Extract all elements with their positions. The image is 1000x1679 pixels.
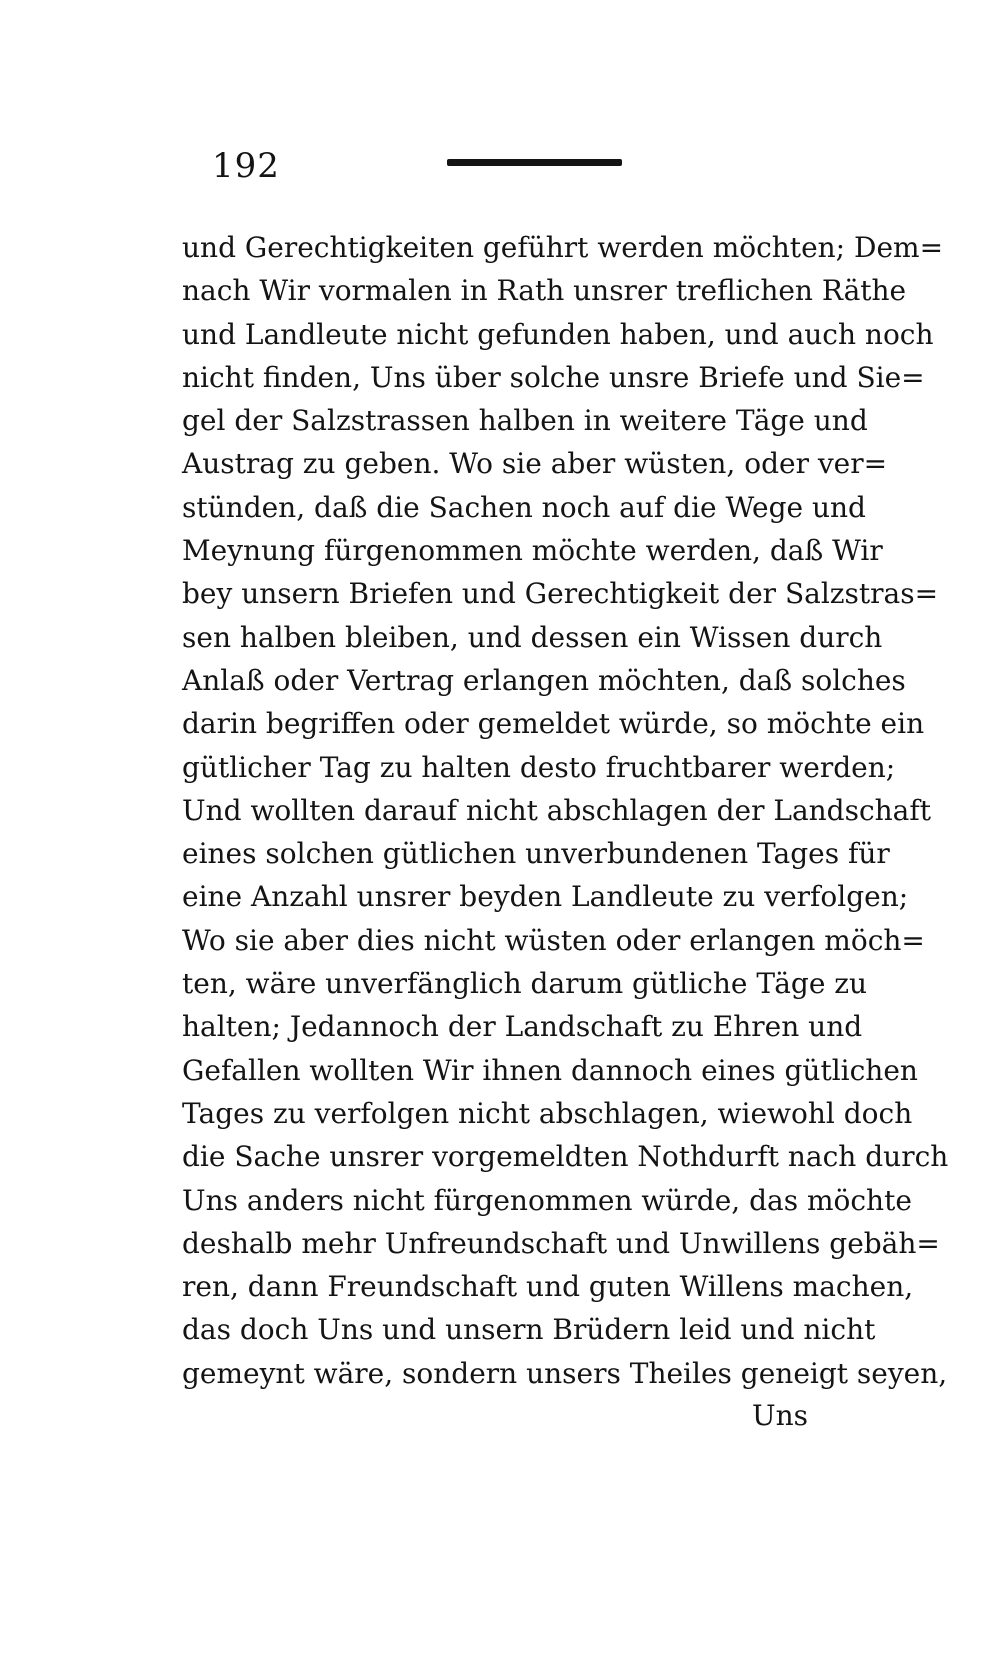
text-line: ten, wäre unverfänglich darum gütliche Täge zu: [182, 967, 868, 1001]
text-line: darin begriffen oder gemeldet würde, so möchte ein: [182, 707, 925, 741]
text-line: die Sache unsrer vorgemeldten Nothdurft nach durch: [182, 1140, 949, 1174]
page-number: 192: [212, 146, 280, 186]
text-line: Anlaß oder Vertrag erlangen möchten, daß solches: [182, 663, 906, 697]
text-line: Gefallen wollten Wir ihnen dannoch eines gütlichen: [182, 1053, 918, 1087]
text-line: nach Wir vormalen in Rath unsrer treflichen Räthe: [182, 274, 907, 308]
text-line: eine Anzahl unsrer beyden Landleute zu verfolgen;: [182, 880, 909, 914]
text-line: gütlicher Tag zu halten desto fruchtbarer werden;: [182, 750, 896, 784]
text-line: und Landleute nicht gefunden haben, und auch noch: [182, 317, 934, 351]
text-line: nicht finden, Uns über solche unsre Briefe und Sie=: [182, 360, 925, 394]
text-line: das doch Uns und unsern Brüdern leid und nicht: [182, 1313, 876, 1347]
text-line: Austrag zu geben. Wo sie aber wüsten, oder ver=: [182, 447, 888, 481]
text-line: Tages zu verfolgen nicht abschlagen, wiewohl doch: [182, 1096, 913, 1130]
catchword: Uns: [752, 1399, 808, 1432]
text-line: bey unsern Briefen und Gerechtigkeit der Salzstras=: [182, 577, 939, 611]
text-line: sen halben bleiben, und dessen ein Wissen durch: [182, 620, 883, 654]
text-line: stünden, daß die Sachen noch auf die Wege und: [182, 490, 866, 524]
text-line: Meynung fürgenommen möchte werden, daß Wir: [182, 534, 883, 568]
header-rule: [447, 159, 622, 166]
text-line: eines solchen gütlichen unverbundenen Tages für: [182, 837, 890, 871]
text-line: gemeynt wäre, sondern unsers Theiles geneigt seyen,: [182, 1356, 948, 1390]
text-line: halten; Jedannoch der Landschaft zu Ehren und: [182, 1010, 863, 1044]
text-line: Und wollten darauf nicht abschlagen der Landschaft: [182, 793, 931, 827]
text-line: Uns anders nicht fürgenommen würde, das möchte: [182, 1183, 912, 1217]
text-line: Wo sie aber dies nicht wüsten oder erlangen möch=: [182, 923, 925, 957]
text-line: deshalb mehr Unfreundschaft und Unwillens gebäh=: [182, 1226, 940, 1260]
text-line: und Gerechtigkeiten geführt werden möchten; Dem=: [182, 231, 944, 264]
text-line: gel der Salzstrassen halben in weitere Täge und: [182, 404, 868, 438]
body-text: [182, 226, 949, 1395]
text-line: ren, dann Freundschaft und guten Willens machen,: [182, 1270, 914, 1304]
